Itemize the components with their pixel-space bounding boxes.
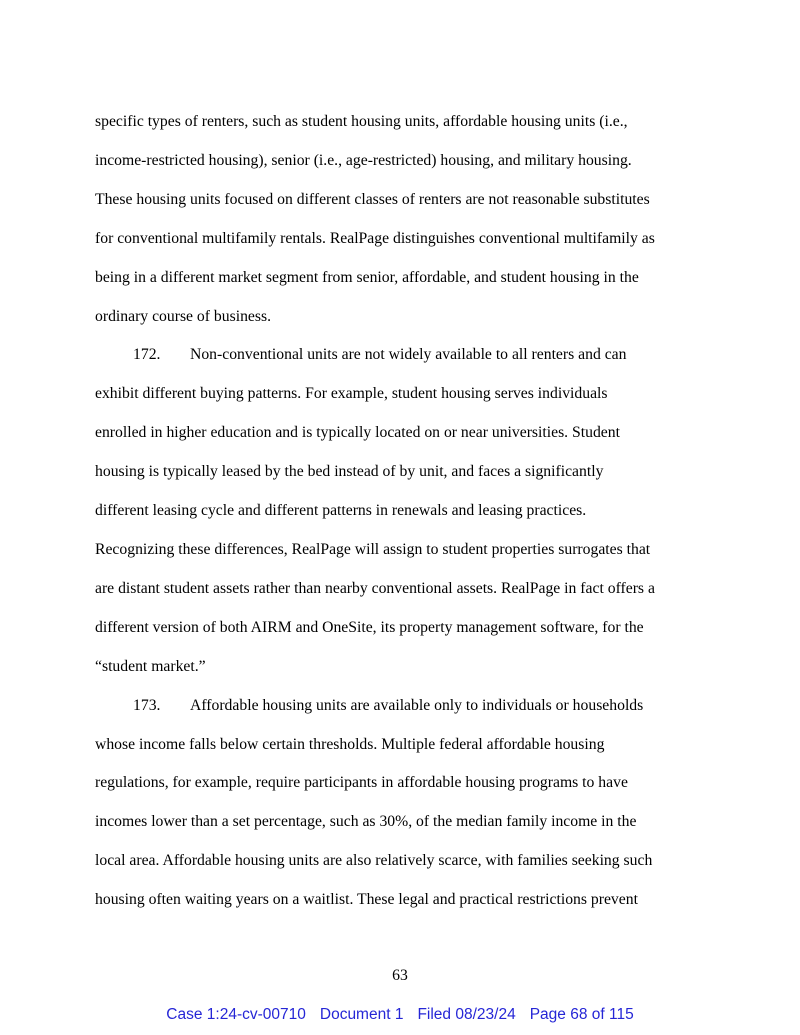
- document-line: regulations, for example, require participants in affordable housing programs to have: [95, 774, 628, 792]
- document-line: housing often waiting years on a waitlist. These legal and practical restrictions prevent: [95, 891, 638, 909]
- document-line: These housing units focused on different classes of renters are not reasonable substitutes: [95, 190, 650, 208]
- paragraph-number: 172.: [133, 346, 161, 364]
- document-line: being in a different market segment from senior, affordable, and student housing in the: [95, 268, 639, 286]
- document-line: for conventional multifamily rentals. RealPage distinguishes conventional multifamily as: [95, 229, 655, 247]
- document-line: housing is typically leased by the bed instead of by unit, and faces a significantly: [95, 463, 604, 481]
- document-line: incomes lower than a set percentage, such as 30%, of the median family income in the: [95, 813, 637, 831]
- document-line: local area. Affordable housing units are also relatively scarce, with families seeking such: [95, 852, 653, 870]
- paragraph-text: Affordable housing units are available only to individuals or households: [190, 696, 644, 714]
- document-line: enrolled in higher education and is typically located on or near universities. Student: [95, 424, 620, 442]
- page-number: 63: [392, 967, 408, 984]
- paragraph-text: Non-conventional units are not widely available to all renters and can: [190, 346, 627, 364]
- document-line: income-restricted housing), senior (i.e., age-restricted) housing, and military housing.: [95, 151, 632, 169]
- paragraph-number: 173.: [133, 696, 161, 714]
- document-number: Document 1: [319, 1006, 404, 1023]
- document-line: different version of both AIRM and OneSite, its property management software, for the: [95, 618, 644, 636]
- document-line: “student market.”: [95, 657, 206, 675]
- document-line: specific types of renters, such as student housing units, affordable housing units (i.e.,: [95, 113, 628, 130]
- case-stamp: [0, 1005, 800, 1024]
- filed-date: Filed 08/23/24: [417, 1006, 516, 1023]
- document-line: Recognizing these differences, RealPage will assign to student properties surrogates that: [95, 540, 651, 558]
- document-body: [95, 103, 715, 920]
- document-line: exhibit different buying patterns. For example, student housing serves individuals: [95, 385, 608, 403]
- document-line: whose income falls below certain thresholds. Multiple federal affordable housing: [95, 735, 605, 753]
- document-line: different leasing cycle and different patterns in renewals and leasing practices.: [95, 502, 587, 520]
- document-line: ordinary course of business.: [95, 307, 272, 325]
- page-of-pages: Page 68 of 115: [529, 1006, 634, 1023]
- document-line: [95, 687, 715, 726]
- document-line: [95, 336, 715, 375]
- document-line: are distant student assets rather than nearby conventional assets. RealPage in fact offers a: [95, 579, 655, 597]
- case-number: Case 1:24-cv-00710: [166, 1006, 306, 1023]
